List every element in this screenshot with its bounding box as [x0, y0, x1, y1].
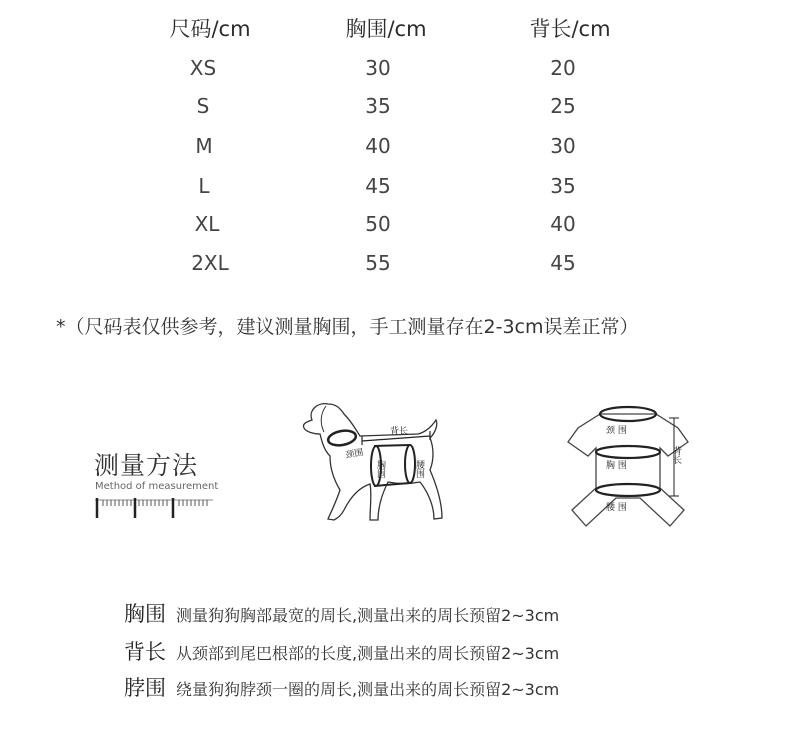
desc-neck-term: 脖围: [124, 676, 166, 700]
desc-neck: [124, 672, 559, 702]
desc-chest: [124, 598, 559, 628]
header-size: 尺码/cm: [169, 17, 251, 41]
row-xs-back: 20: [550, 56, 576, 80]
dog-back-label: 背长: [390, 427, 409, 437]
header-back-length: 背长/cm: [529, 17, 611, 41]
row-xl-back: 40: [550, 212, 576, 236]
desc-chest-text: 测量狗狗胸部最宽的周长,测量出来的周长预留2~3cm: [176, 606, 560, 625]
row-2xl-back: 45: [550, 251, 576, 275]
row-m-back: 30: [550, 134, 576, 158]
row-2xl-chest: 55: [365, 251, 391, 275]
desc-back-text: 从颈部到尾巴根部的长度,测量出来的周长预留2~3cm: [176, 644, 560, 663]
dog-chest-label: 胸围: [375, 460, 385, 478]
row-s-back: 25: [550, 94, 576, 118]
row-s-chest: 35: [365, 94, 391, 118]
dog-waist-label: 腰围: [414, 460, 424, 478]
size-note: *（尺码表仅供参考，建议测量胸围，手工测量存在2-3cm误差正常）: [56, 316, 639, 338]
header-chest: 胸围/cm: [345, 17, 427, 41]
garment-waist-label: 腰 围: [606, 503, 627, 513]
dog-measure-diagram: [298, 398, 468, 533]
ruler-icon: [95, 494, 215, 520]
row-l-back: 35: [550, 174, 576, 198]
garment-neck-label: 颈 围: [606, 426, 627, 436]
row-xl-size: XL: [194, 212, 220, 236]
row-xs-size: XS: [189, 56, 217, 80]
garment-back-label: 背长: [671, 446, 681, 464]
measure-title: 测量方法: [94, 451, 199, 480]
row-m-chest: 40: [365, 134, 391, 158]
desc-neck-text: 绕量狗狗脖颈一圈的周长,测量出来的周长预留2~3cm: [176, 680, 560, 699]
desc-back: [124, 636, 559, 666]
desc-chest-term: 胸围: [124, 602, 166, 626]
row-s-size: S: [196, 94, 210, 118]
garment-chest-label: 胸 围: [606, 461, 627, 471]
measure-subtitle: Method of measurement: [95, 481, 219, 492]
row-m-size: M: [195, 134, 213, 158]
row-l-size: L: [198, 174, 210, 198]
row-2xl-size: 2XL: [191, 251, 229, 275]
desc-back-term: 背长: [124, 640, 166, 664]
dog-neck-label: 颈围: [344, 447, 365, 461]
garment-measure-diagram: [566, 400, 690, 532]
row-l-chest: 45: [365, 174, 391, 198]
row-xs-chest: 30: [365, 56, 391, 80]
row-xl-chest: 50: [365, 212, 391, 236]
